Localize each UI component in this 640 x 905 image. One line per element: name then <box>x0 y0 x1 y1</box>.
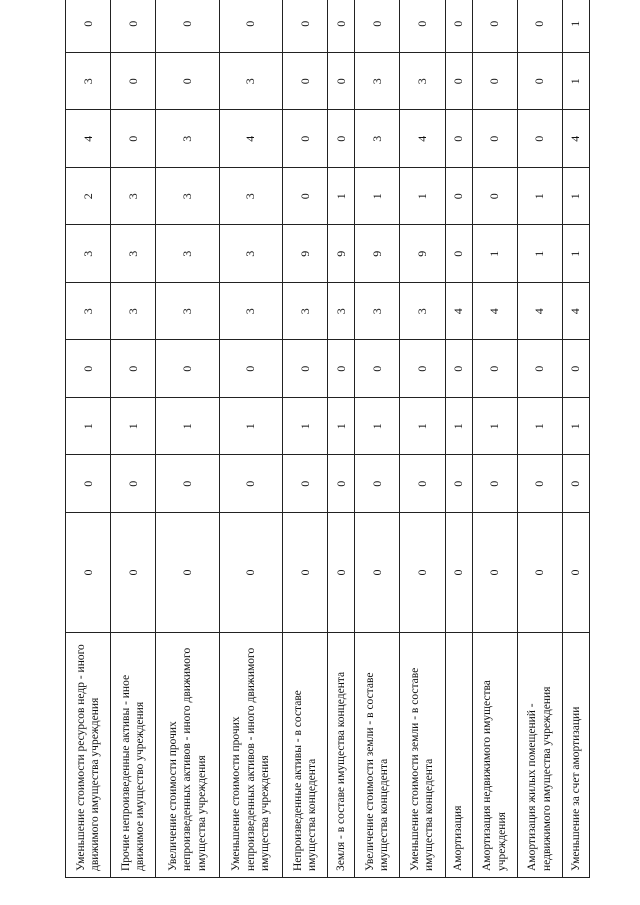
code-cell: 0 <box>400 340 445 398</box>
code-cell: 3 <box>355 53 400 111</box>
code-cell: 3 <box>400 283 445 341</box>
code-cell: 0 <box>355 455 400 513</box>
code-cell: 4 <box>66 110 111 168</box>
code-cell: 0 <box>328 340 355 398</box>
code-cell: 0 <box>517 0 562 53</box>
account-codes-table <box>65 0 590 878</box>
code-cell: 3 <box>156 168 219 226</box>
page-mark <box>628 100 632 104</box>
table-row <box>517 0 562 878</box>
code-cell: 0 <box>111 340 156 398</box>
code-cell: 0 <box>472 340 517 398</box>
code-cell: 0 <box>445 513 472 633</box>
code-cell: 0 <box>66 455 111 513</box>
code-cell: 3 <box>111 225 156 283</box>
code-cell: 0 <box>472 168 517 226</box>
code-cell: 0 <box>283 110 328 168</box>
code-cell: 3 <box>156 283 219 341</box>
code-cell: 4 <box>400 110 445 168</box>
code-cell: 0 <box>156 340 219 398</box>
code-cell: 1 <box>517 168 562 226</box>
code-cell: 1 <box>328 398 355 456</box>
row-label: Амортизация недвижимого имущества учреждения <box>472 633 517 878</box>
code-cell: 1 <box>562 53 589 111</box>
code-cell: 4 <box>445 283 472 341</box>
code-cell: 3 <box>156 110 219 168</box>
code-cell: 0 <box>219 340 282 398</box>
code-cell: 0 <box>156 513 219 633</box>
code-cell: 0 <box>517 340 562 398</box>
row-label: Уменьшение стоимости земли - в составе имущества концедента <box>400 633 445 878</box>
row-label: Амортизация <box>445 633 472 878</box>
code-cell: 0 <box>156 53 219 111</box>
table-row <box>66 0 111 878</box>
table-row <box>328 0 355 878</box>
code-cell: 0 <box>400 455 445 513</box>
code-cell: 1 <box>562 168 589 226</box>
code-cell: 9 <box>328 225 355 283</box>
code-cell: 3 <box>219 168 282 226</box>
code-cell: 1 <box>219 398 282 456</box>
code-cell: 1 <box>400 168 445 226</box>
code-cell: 3 <box>156 225 219 283</box>
code-cell: 4 <box>472 283 517 341</box>
code-cell: 0 <box>283 0 328 53</box>
code-cell: 0 <box>445 225 472 283</box>
code-cell: 0 <box>445 340 472 398</box>
code-cell: 0 <box>111 53 156 111</box>
code-cell: 1 <box>156 398 219 456</box>
row-label: Уменьшение стоимости ресурсов недр - иного движимого имущества учреждения <box>66 633 111 878</box>
code-cell: 3 <box>219 53 282 111</box>
code-cell: 3 <box>66 53 111 111</box>
code-cell: 0 <box>156 455 219 513</box>
code-cell: 0 <box>283 455 328 513</box>
code-cell: 9 <box>355 225 400 283</box>
code-cell: 0 <box>111 455 156 513</box>
code-cell: 4 <box>517 283 562 341</box>
table-row <box>355 0 400 878</box>
code-cell: 3 <box>66 283 111 341</box>
code-cell: 0 <box>517 53 562 111</box>
code-cell: 0 <box>219 0 282 53</box>
code-cell: 1 <box>562 0 589 53</box>
code-cell: 1 <box>472 398 517 456</box>
table-row <box>283 0 328 878</box>
table-row <box>156 0 219 878</box>
table-row <box>219 0 282 878</box>
code-cell: 0 <box>328 455 355 513</box>
row-label: Земля - в составе имущества концедента <box>328 633 355 878</box>
row-label: Прочие непроизведенные активы - иное движимое имущество учреждения <box>111 633 156 878</box>
table-row <box>400 0 445 878</box>
code-cell: 1 <box>355 168 400 226</box>
code-cell: 0 <box>517 110 562 168</box>
code-cell: 3 <box>283 283 328 341</box>
code-cell: 0 <box>111 0 156 53</box>
code-cell: 0 <box>472 0 517 53</box>
row-label: Увеличение стоимости прочих непроизведенных активов - иного движимого имущества учреждения <box>156 633 219 878</box>
code-cell: 0 <box>472 513 517 633</box>
code-cell: 1 <box>111 398 156 456</box>
code-cell: 0 <box>219 455 282 513</box>
code-cell: 9 <box>400 225 445 283</box>
code-cell: 1 <box>517 225 562 283</box>
code-cell: 4 <box>219 110 282 168</box>
code-cell: 0 <box>328 513 355 633</box>
code-cell: 0 <box>156 0 219 53</box>
code-cell: 0 <box>328 53 355 111</box>
row-label: Увеличение стоимости земли - в составе имущества концедента <box>355 633 400 878</box>
code-cell: 0 <box>283 168 328 226</box>
code-cell: 0 <box>328 0 355 53</box>
code-cell: 0 <box>562 513 589 633</box>
code-cell: 0 <box>472 110 517 168</box>
code-cell: 0 <box>472 53 517 111</box>
code-cell: 0 <box>66 340 111 398</box>
code-cell: 0 <box>328 110 355 168</box>
code-cell: 0 <box>517 455 562 513</box>
code-cell: 3 <box>355 283 400 341</box>
table-row <box>111 0 156 878</box>
code-cell: 1 <box>400 398 445 456</box>
code-cell: 0 <box>517 513 562 633</box>
code-cell: 1 <box>66 398 111 456</box>
code-cell: 0 <box>445 168 472 226</box>
code-cell: 0 <box>445 0 472 53</box>
code-cell: 0 <box>400 0 445 53</box>
table-row <box>445 0 472 878</box>
code-cell: 1 <box>328 168 355 226</box>
code-cell: 4 <box>562 283 589 341</box>
row-label: Уменьшение стоимости прочих непроизведенных активов - иного движимого имущества учреждения <box>219 633 282 878</box>
rotated-table-page <box>65 20 590 878</box>
code-cell: 3 <box>219 225 282 283</box>
code-cell: 3 <box>66 225 111 283</box>
table-row <box>562 0 589 878</box>
code-cell: 3 <box>219 283 282 341</box>
code-cell: 0 <box>445 53 472 111</box>
code-cell: 0 <box>111 513 156 633</box>
code-cell: 9 <box>283 225 328 283</box>
code-cell: 1 <box>562 225 589 283</box>
code-cell: 1 <box>445 398 472 456</box>
code-cell: 2 <box>66 168 111 226</box>
code-cell: 0 <box>66 0 111 53</box>
code-cell: 3 <box>328 283 355 341</box>
code-cell: 4 <box>562 110 589 168</box>
code-cell: 0 <box>219 513 282 633</box>
code-cell: 0 <box>445 110 472 168</box>
code-cell: 0 <box>111 110 156 168</box>
code-cell: 0 <box>562 455 589 513</box>
code-cell: 1 <box>355 398 400 456</box>
code-cell: 0 <box>355 340 400 398</box>
code-cell: 0 <box>400 513 445 633</box>
code-cell: 3 <box>355 110 400 168</box>
code-cell: 1 <box>283 398 328 456</box>
table-row <box>472 0 517 878</box>
code-cell: 0 <box>445 455 472 513</box>
row-label: Уменьшение за счет амортизации <box>562 633 589 878</box>
code-cell: 0 <box>355 0 400 53</box>
code-cell: 0 <box>472 455 517 513</box>
code-cell: 1 <box>472 225 517 283</box>
code-cell: 1 <box>517 398 562 456</box>
code-cell: 0 <box>66 513 111 633</box>
row-label: Амортизация жилых помещений - недвижимого имущества учреждения <box>517 633 562 878</box>
code-cell: 3 <box>111 283 156 341</box>
code-cell: 0 <box>562 340 589 398</box>
row-label: Непроизведенные активы - в составе имущества концедента <box>283 633 328 878</box>
code-cell: 0 <box>283 53 328 111</box>
code-cell: 0 <box>355 513 400 633</box>
code-cell: 0 <box>283 340 328 398</box>
code-cell: 0 <box>283 513 328 633</box>
code-cell: 1 <box>562 398 589 456</box>
code-cell: 3 <box>111 168 156 226</box>
code-cell: 3 <box>400 53 445 111</box>
